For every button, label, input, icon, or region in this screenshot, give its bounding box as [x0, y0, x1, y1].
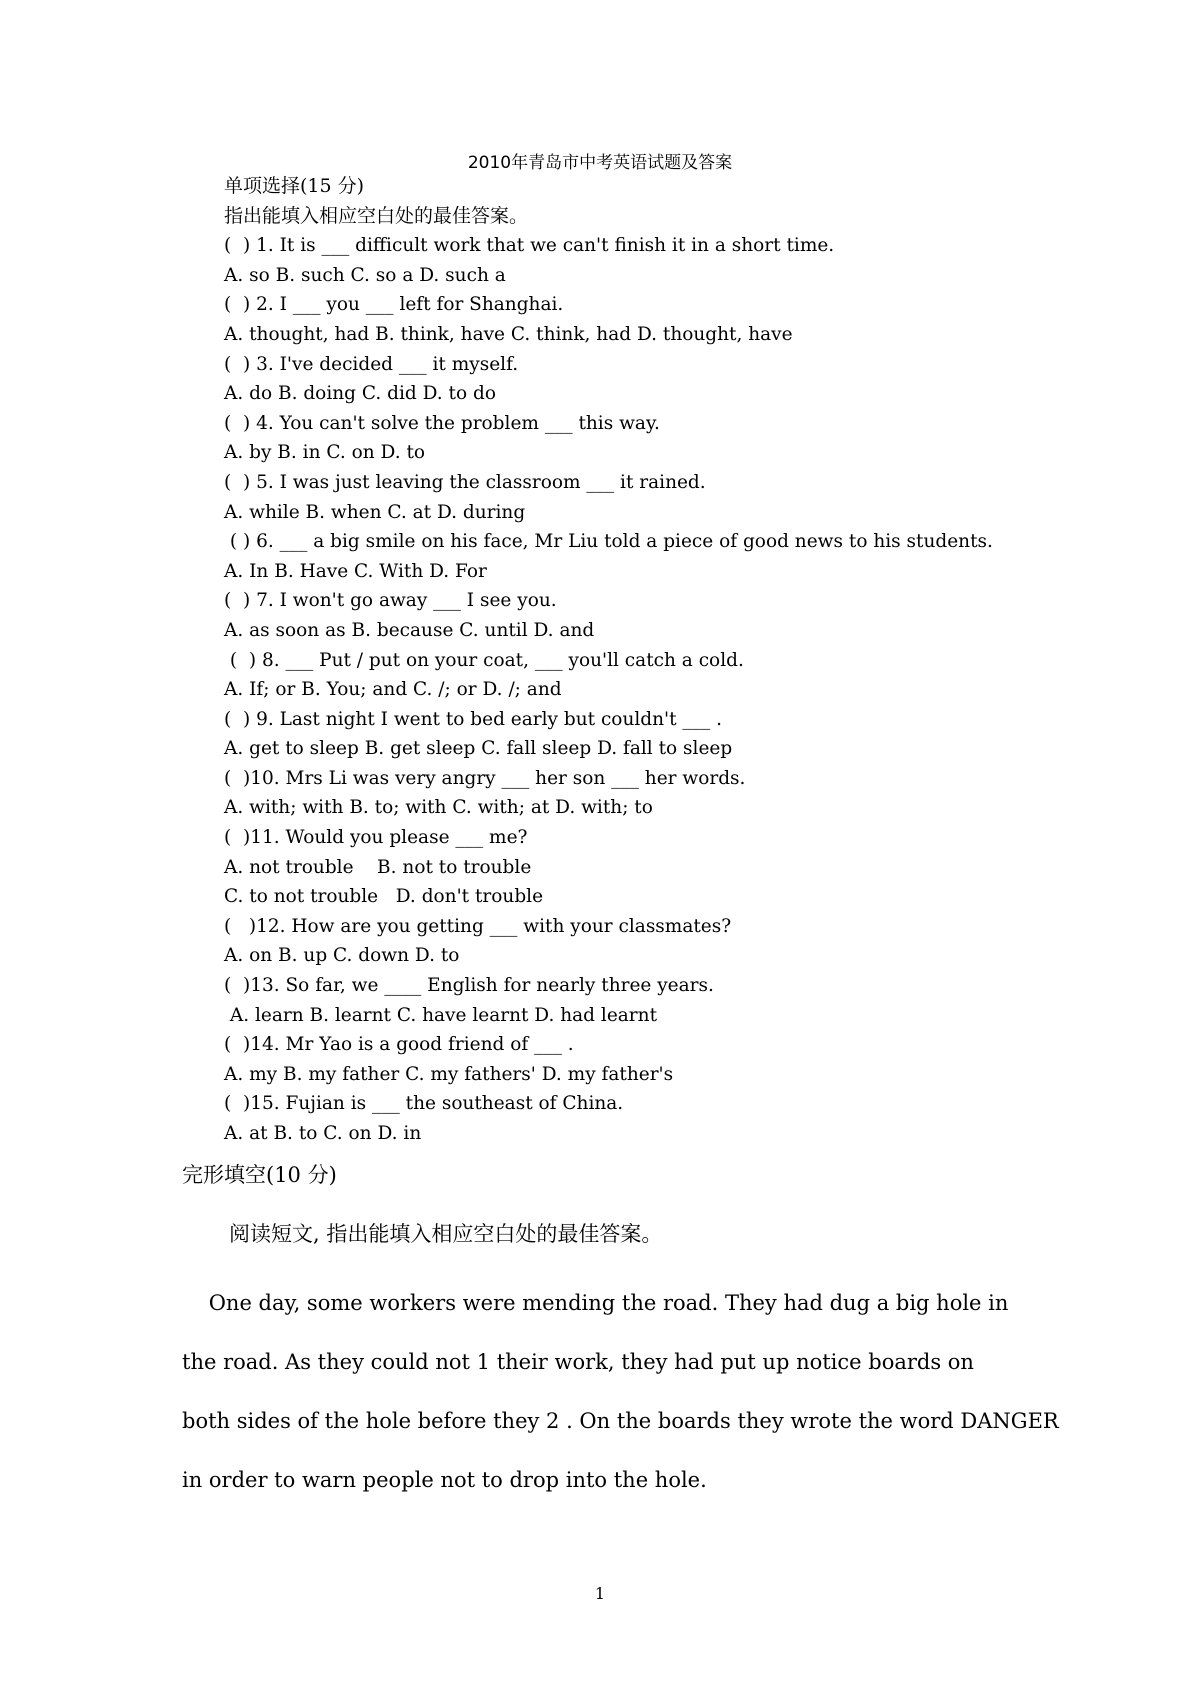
passage-line: the road. As they could not 1 their work, they had put up notice boards on	[182, 1350, 974, 1374]
options-line: A. my B. my father C. my fathers' D. my father's	[224, 1063, 674, 1085]
options-line: C. to not trouble D. don't trouble	[224, 886, 544, 908]
question-line: ( ) 4. You can't solve the problem ___ this way.	[224, 412, 660, 434]
options-line: A. thought, had B. think, have C. think, had D. thought, have	[224, 323, 793, 345]
question-line: ( ) 7. I won't go away ___ I see you.	[224, 590, 557, 612]
section-heading: 单项选择(15 分)	[224, 175, 365, 197]
question-line: ( )14. Mr Yao is a good friend of ___ .	[224, 1034, 574, 1056]
options-line: A. with; with B. to; with C. with; at D. with; to	[224, 797, 653, 819]
options-line: A. do B. doing C. did D. to do	[224, 383, 496, 405]
options-line: A. not trouble B. not to trouble	[224, 856, 532, 878]
options-line: A. as soon as B. because C. until D. and	[224, 619, 595, 641]
question-line: ( )13. So far, we ____ English for nearly three years.	[224, 975, 714, 997]
cloze-instruction: 阅读短文, 指出能填入相应空白处的最佳答案。	[229, 1222, 663, 1246]
options-line: A. on B. up C. down D. to	[224, 945, 460, 967]
document-title: 2010年青岛市中考英语试题及答案	[467, 153, 733, 173]
question-line: ( ) 8. ___ Put / put on your coat, ___ you'll catch a cold.	[224, 649, 744, 671]
cloze-passage	[182, 1274, 1059, 1510]
options-line: A. learn B. learnt C. have learnt D. had learnt	[224, 1004, 657, 1026]
options-line: A. by B. in C. on D. to	[224, 442, 426, 464]
question-line: ( ) 9. Last night I went to bed early but couldn't ___ .	[224, 708, 722, 730]
passage-line: One day, some workers were mending the road. They had dug a big hole in	[182, 1291, 1009, 1315]
passage-line: in order to warn people not to drop into the hole.	[182, 1468, 707, 1492]
options-line: A. If; or B. You; and C. /; or D. /; and	[224, 679, 562, 701]
question-line: ( ) 6. ___ a big smile on his face, Mr Liu told a piece of good news to his students.	[224, 531, 993, 553]
question-line: ( ) 1. It is ___ difficult work that we can't finish it in a short time.	[224, 235, 835, 257]
options-line: A. so B. such C. so a D. such a	[224, 264, 506, 286]
question-line: ( ) 2. I ___ you ___ left for Shanghai.	[224, 294, 564, 316]
options-line: A. while B. when C. at D. during	[224, 501, 526, 523]
passage-line: both sides of the hole before they 2 . On the boards they wrote the word DANGER	[182, 1409, 1059, 1433]
options-line: A. at B. to C. on D. in	[224, 1123, 422, 1144]
question-line: ( )15. Fujian is ___ the southeast of China.	[224, 1093, 624, 1115]
multiple-choice-section	[224, 172, 993, 1149]
question-line: ( ) 3. I've decided ___ it myself.	[224, 353, 519, 375]
question-line: ( )11. Would you please ___ me?	[224, 827, 528, 849]
question-line: ( ) 5. I was just leaving the classroom ___ it rained.	[224, 471, 706, 493]
question-line: ( )12. How are you getting ___ with your classmates?	[224, 915, 732, 937]
question-line: ( )10. Mrs Li was very angry ___ her son ___ her words.	[224, 767, 746, 789]
page-number: 1	[594, 1584, 606, 1603]
options-line: A. In B. Have C. With D. For	[224, 560, 487, 582]
section-instruction: 指出能填入相应空白处的最佳答案。	[224, 204, 529, 227]
cloze-section-title: 完形填空(10 分)	[182, 1163, 337, 1187]
options-line: A. get to sleep B. get sleep C. fall sleep D. fall to sleep	[224, 738, 733, 760]
